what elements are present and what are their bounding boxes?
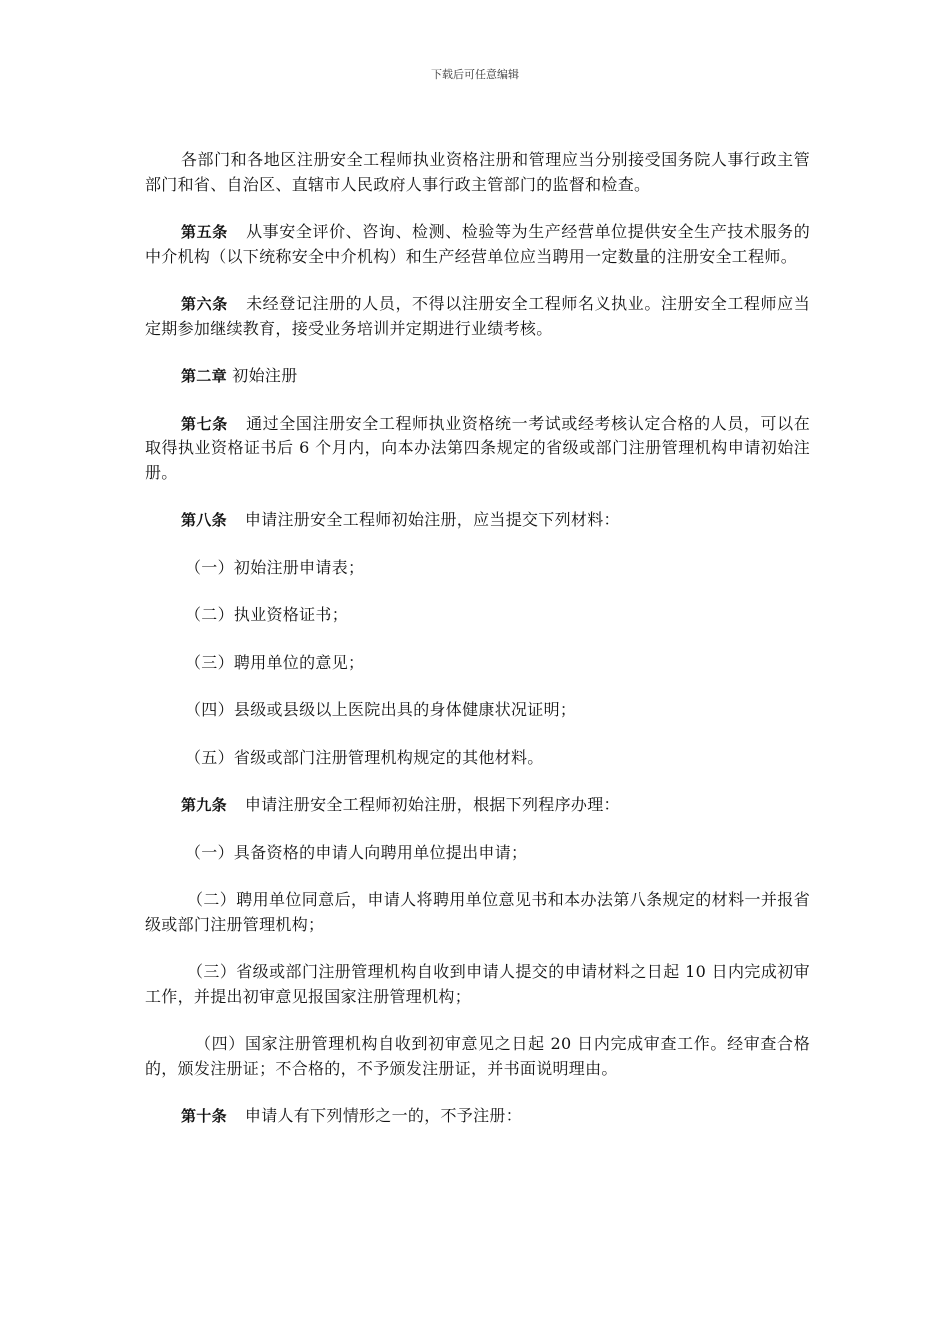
- chapter-2-label: 第二章: [181, 367, 227, 385]
- article-7-text: 通过全国注册安全工程师执业资格统一考试或经考核认定合格的人员，可以在取得执业资格证书后 6 个月内，向本办法第四条规定的省级或部门注册管理机构申请初始注册。: [145, 413, 811, 482]
- article-10-label: 第十条: [181, 1107, 227, 1125]
- article-8-text: 申请注册安全工程师初始注册，应当提交下列材料：: [244, 510, 620, 529]
- article-5-label: 第五条: [181, 223, 228, 241]
- article-10-text: 申请人有下列情形之一的，不予注册：: [244, 1106, 523, 1125]
- chapter-2-title: 初始注册: [232, 366, 298, 385]
- article-9-item-4: （四）国家注册管理机构自收到初审意见之日起 20 日内完成审查工作。经审查合格的，颁发注册证；不合格的，不予颁发注册证，并书面说明理由。: [145, 1034, 810, 1078]
- article-9: [145, 793, 810, 818]
- article-6: [145, 292, 810, 341]
- article-6-text: 未经登记注册的人员，不得以注册安全工程师名义执业。注册安全工程师应当定期参加继续教育，接受业务培训并定期进行业绩考核。: [145, 294, 811, 338]
- article-5: [145, 220, 810, 269]
- article-5-text: 从事安全评价、咨询、检测、检验等为生产经营单位提供安全生产技术服务的中介机构（以下统称安全中介机构）和生产经营单位应当聘用一定数量的注册安全工程师。: [145, 222, 811, 266]
- article-8-item-3: （三）聘用单位的意见；: [185, 652, 365, 672]
- chapter-2-heading: [145, 364, 810, 389]
- document-body: [145, 148, 810, 1152]
- article-9-label: 第九条: [181, 796, 227, 814]
- article-10: [145, 1104, 810, 1129]
- article-7: [145, 412, 810, 486]
- article-8-item-4: （四）县级或县级以上医院出具的身体健康状况证明；: [185, 700, 577, 719]
- article-8-label: 第八条: [181, 511, 227, 529]
- article-9-item-2: （二）聘用单位同意后，申请人将聘用单位意见书和本办法第八条规定的材料一并报省级或部门注册管理机构；: [145, 890, 810, 934]
- article-6-label: 第六条: [181, 295, 228, 313]
- article-8-item-5: （五）省级或部门注册管理机构规定的其他材料。: [185, 747, 544, 767]
- article-7-label: 第七条: [181, 414, 228, 433]
- paragraph-supervision: 各部门和各地区注册安全工程师执业资格注册和管理应当分别接受国务院人事行政主管部门和省、自治区、直辖市人民政府人事行政主管部门的监督和检查。: [145, 150, 810, 194]
- article-8: [145, 508, 810, 533]
- article-9-item-1: （一）具备资格的申请人向聘用单位提出申请；: [185, 842, 528, 862]
- article-9-text: 申请注册安全工程师初始注册，根据下列程序办理：: [244, 795, 620, 814]
- article-8-item-1: （一）初始注册申请表；: [185, 557, 365, 577]
- article-9-item-3: （三）省级或部门注册管理机构自收到申请人提交的申请材料之日起 10 日内完成初审工作，并提出初审意见报国家注册管理机构；: [145, 962, 810, 1006]
- article-8-item-2: （二）执业资格证书；: [185, 605, 349, 624]
- page-header: 下载后可任意编辑: [431, 68, 519, 81]
